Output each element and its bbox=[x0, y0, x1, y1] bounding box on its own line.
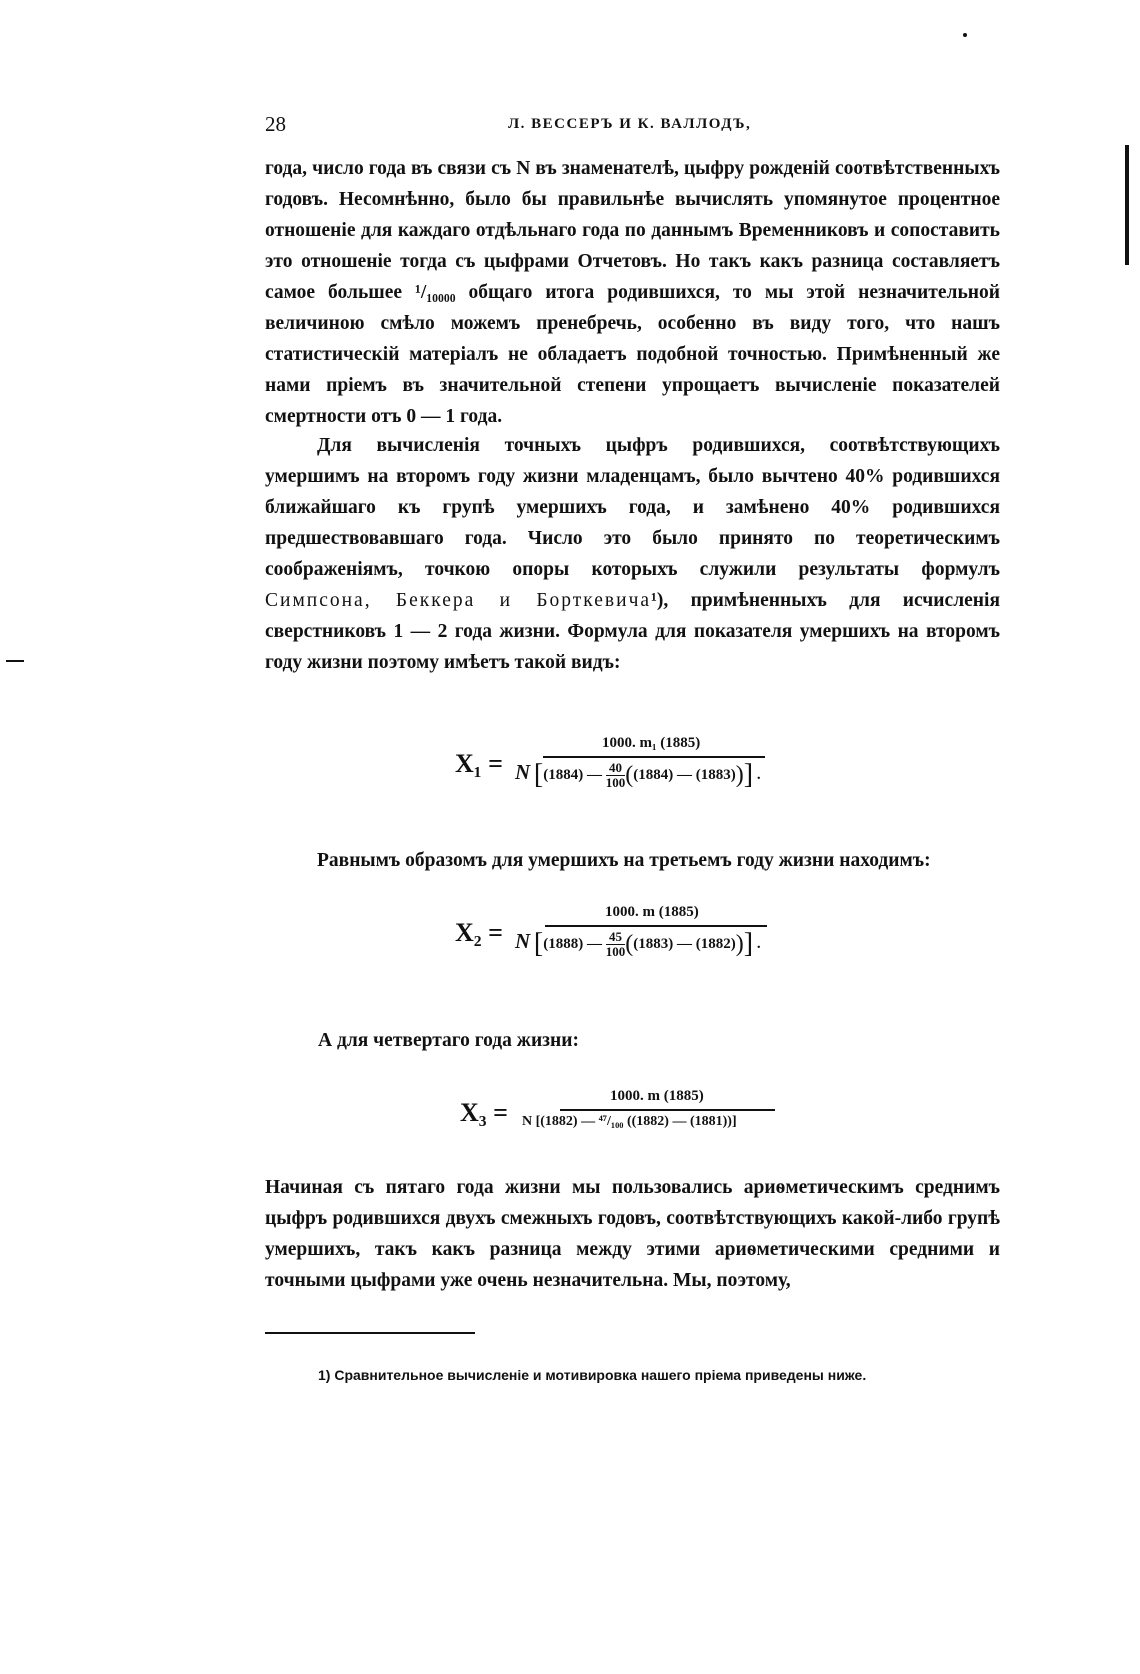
paragraph-2-text-b: ¹), примѣненныхъ для исчисленія сверстниковъ 1 — 2 года жизни. Формула для показателя умершихъ на второмъ году жизни поэтому имѣетъ такой видъ: bbox=[265, 590, 1000, 673]
page-header bbox=[265, 112, 1000, 142]
formula-x2-d1: (1888) — bbox=[543, 936, 602, 952]
page-number: 28 bbox=[265, 112, 286, 136]
formula-x3-denominator: N [(1882) — ⁴⁷/₁₀₀ ((1882) — (1881))] bbox=[522, 1114, 737, 1129]
formula-x1-coef: $\frac{40}{100}$ bbox=[605, 760, 626, 791]
formula-x1-d1: (1884) — bbox=[543, 767, 602, 783]
formula-x1 bbox=[455, 735, 815, 805]
formula-x2-lhs: X₂ = bbox=[455, 918, 503, 947]
scan-dot bbox=[963, 33, 967, 37]
formula-x3-lhs: X₃ = bbox=[460, 1098, 508, 1127]
author-names: Симпсона, Беккера и Борткевича bbox=[265, 590, 652, 611]
formula-x3-numerator: 1000. m (1885) bbox=[610, 1088, 704, 1104]
paragraph-5: Начиная съ пятаго года жизни мы пользовались ариѳметическимъ среднимъ цыфръ родившихся двухъ смежныхъ годовъ, соотвѣтствующихъ какой-либо групѣ умершихъ, такъ какъ разница между этими ариѳметическими средними и точными цыфрами уже очень незначительна. Мы, поэтому, bbox=[265, 1177, 1000, 1291]
formula-x3 bbox=[460, 1088, 820, 1148]
paragraph-1: года, число года въ связи съ N въ знаменателѣ, цыфру рожденій соотвѣтственныхъ годовъ. Несомнѣнно, было бы правильнѣе вычислять упомянутое процентное отношеніе для каждаго отдѣльнаго года по даннымъ Временниковъ и сопоставить это отношеніе тогда съ цыфрами Отчетовъ. Но такъ какъ разница составляетъ самое большее ¹/₁₀₀₀₀ общаго итога родившихся, то мы этой незначительной величиною смѣло можемъ пренебречь, особенно въ виду того, что нашъ статистическій матеріалъ не обладаетъ подобной точностью. Примѣненный же нами пріемъ въ значительной степени упрощаетъ вычисленіе показателей смертности отъ 0 — 1 года. bbox=[265, 158, 1000, 427]
formula-x1-N: N bbox=[515, 760, 531, 784]
paragraph-4: А для четвертаго года жизни: bbox=[318, 1030, 579, 1051]
footnote: 1) Сравнительное вычисленіе и мотивировка нашего пріема приведены ниже. bbox=[318, 1367, 867, 1383]
footnote-separator bbox=[265, 1332, 475, 1334]
formula-x2-bar bbox=[545, 925, 767, 927]
formula-x1-lhs: X₁ = bbox=[455, 749, 503, 778]
formula-x3-bar bbox=[560, 1109, 775, 1111]
formula-x2 bbox=[455, 904, 815, 974]
paragraph-3: Равнымъ образомъ для умершихъ на третьемъ году жизни находимъ: bbox=[317, 850, 931, 871]
formula-x1-numerator: 1000. m₁ (1885) bbox=[602, 735, 701, 751]
formula-x2-coef: $\frac{45}{100}$ bbox=[605, 929, 626, 960]
formula-x2-numerator: 1000. m (1885) bbox=[605, 904, 699, 920]
running-title: Л. ВЕССЕРЪ И К. ВАЛЛОДЪ, bbox=[508, 116, 752, 132]
scan-edge-mark bbox=[1125, 145, 1129, 265]
formula-x2-denominator: N [(1888) — $\frac{45}{100}((1883)$ — (1882))] . bbox=[515, 928, 761, 960]
paragraph-2 bbox=[265, 430, 1000, 678]
scan-edge-tick bbox=[6, 660, 24, 662]
formula-x1-denominator: N [(1884) — $\frac{40}{100}((1884)$ — (1883))] . bbox=[515, 759, 761, 791]
formula-x1-d2: (1884) — (1883) bbox=[633, 767, 736, 783]
formula-x1-bar bbox=[543, 756, 765, 758]
formula-x2-d2: (1883) — (1882) bbox=[633, 936, 736, 952]
formula-x2-N: N bbox=[515, 929, 531, 953]
paragraph-2-text-a: Для вычисленія точныхъ цыфръ родившихся, соотвѣтствующихъ умершимъ на второмъ году жизни младенцамъ, было вычтено 40% родившихся ближайшаго къ групѣ умершихъ года, и замѣнено 40% родившихся предшествовавшаго года. Число это было принято по теоретическимъ соображеніямъ, точкою опоры которыхъ служили результаты формулъ bbox=[265, 435, 1000, 580]
